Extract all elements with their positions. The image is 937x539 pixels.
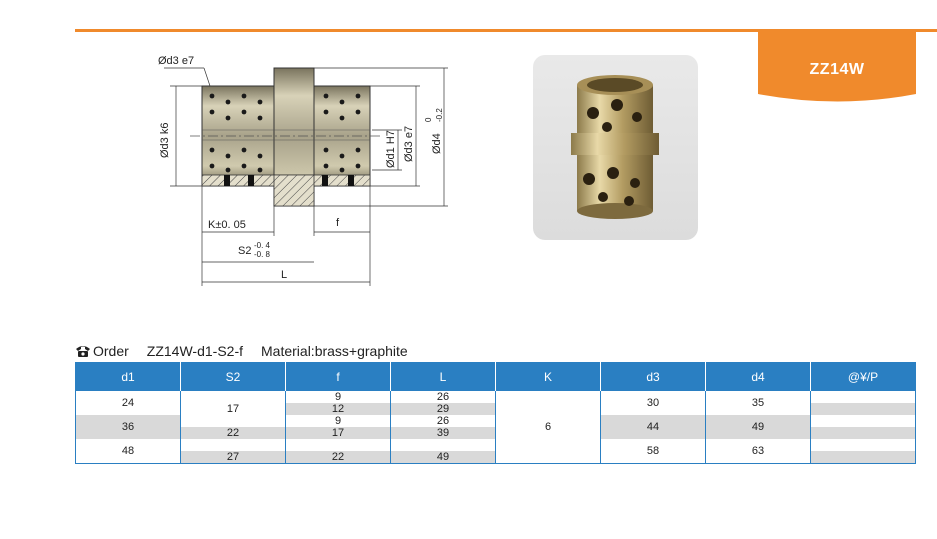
cell-l: 26 xyxy=(391,391,496,403)
cell-f: 12 xyxy=(286,403,391,415)
dim-s2-tol-lower: -0. 8 xyxy=(254,250,271,259)
table-row xyxy=(76,391,916,403)
header-d1: d1 xyxy=(76,363,181,392)
dim-d1h7: Ød1 H7 xyxy=(385,130,397,168)
cell-price xyxy=(811,415,916,427)
header-f: f xyxy=(286,363,391,392)
order-code: ZZ14W-d1-S2-f xyxy=(146,343,244,359)
dim-d4-tol-lower: -0.2 xyxy=(435,108,444,122)
cell-l: 26 xyxy=(391,415,496,427)
cell-l xyxy=(391,439,496,451)
cell-s2: 17 xyxy=(181,391,286,427)
dim-d3e7-top: Ød3 e7 xyxy=(158,55,195,67)
order-line xyxy=(75,343,408,359)
cell-price xyxy=(811,451,916,464)
cell-d4: 49 xyxy=(706,415,811,439)
cell-f: 22 xyxy=(286,451,391,464)
dim-d4-tol-upper: 0 xyxy=(424,117,433,122)
cell-d3: 44 xyxy=(601,415,706,439)
cell-s2: 27 xyxy=(181,451,286,464)
cell-f xyxy=(286,439,391,451)
header-d4: d4 xyxy=(706,363,811,392)
dim-k: K±0. 05 xyxy=(208,219,246,231)
header-k: K xyxy=(496,363,601,392)
header-d3: d3 xyxy=(601,363,706,392)
cell-d1: 48 xyxy=(76,439,181,464)
cell-l: 39 xyxy=(391,427,496,439)
cell-f: 9 xyxy=(286,415,391,427)
cell-d3: 58 xyxy=(601,439,706,464)
model-tab xyxy=(758,31,916,104)
product-photo xyxy=(533,55,698,240)
dim-d3e7-right: Ød3 e7 xyxy=(403,125,415,162)
cell-d4: 35 xyxy=(706,391,811,415)
cell-price xyxy=(811,403,916,415)
cell-s2 xyxy=(181,439,286,451)
dim-d3k6: Ød3 k6 xyxy=(159,122,171,158)
cell-f: 17 xyxy=(286,427,391,439)
dim-l: L xyxy=(281,269,288,281)
dim-s2-tol-upper: -0. 4 xyxy=(254,241,271,250)
dim-f: f xyxy=(336,217,340,229)
table-header-row xyxy=(76,363,916,392)
spec-table xyxy=(75,362,916,464)
dim-s2: S2 xyxy=(238,245,252,257)
cell-s2: 22 xyxy=(181,427,286,439)
header-s2: S2 xyxy=(181,363,286,392)
cell-d1: 36 xyxy=(76,415,181,439)
technical-drawing xyxy=(150,50,460,290)
cell-l: 29 xyxy=(391,403,496,415)
header-price: @¥/P xyxy=(811,363,916,392)
bushing-side-view xyxy=(190,68,382,206)
cell-l: 49 xyxy=(391,451,496,464)
cell-price xyxy=(811,391,916,403)
cell-d4: 63 xyxy=(706,439,811,464)
cell-k: 6 xyxy=(496,391,601,464)
cell-d3: 30 xyxy=(601,391,706,415)
cell-price xyxy=(811,427,916,439)
dim-d4: Ød4 xyxy=(431,133,443,154)
order-material: Material:brass+graphite xyxy=(261,343,408,359)
cell-f: 9 xyxy=(286,391,391,403)
order-label: Order xyxy=(93,343,129,359)
model-tab-label: ZZ14W xyxy=(809,61,865,78)
telephone-icon xyxy=(75,344,91,358)
cell-d1: 24 xyxy=(76,391,181,415)
header-l: L xyxy=(391,363,496,392)
cell-price xyxy=(811,439,916,451)
